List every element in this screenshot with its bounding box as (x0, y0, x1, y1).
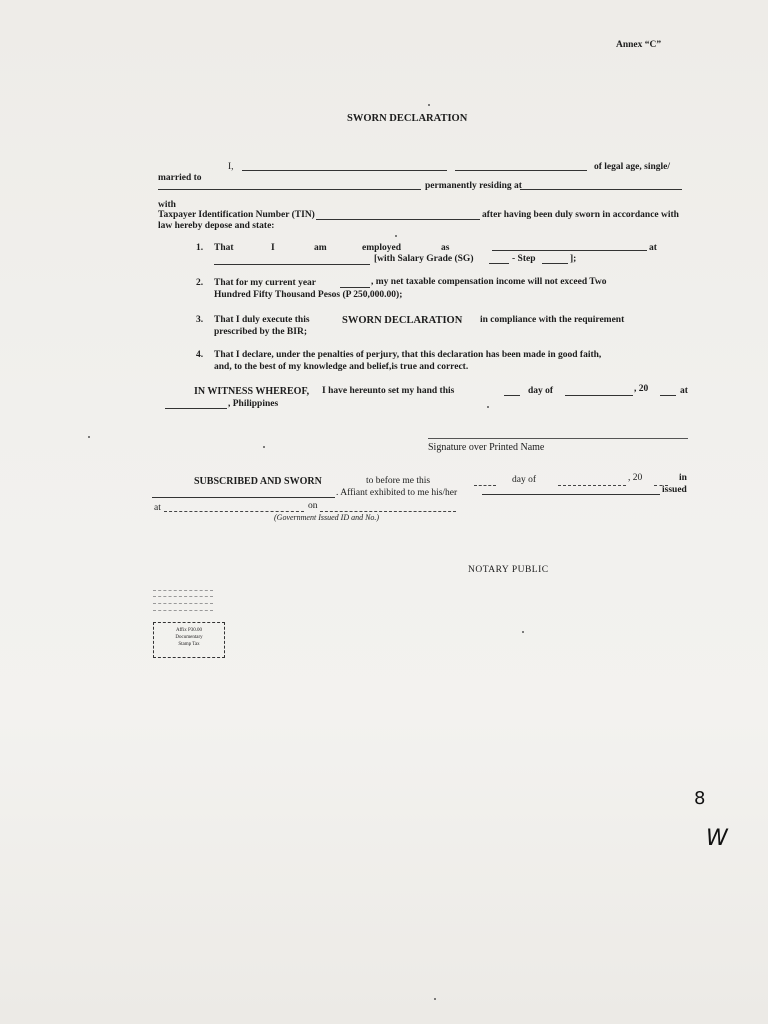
ink-speck (487, 406, 489, 408)
witness-at: at (680, 386, 688, 396)
witness-day-line (504, 395, 520, 396)
notary-public-label: NOTARY PUBLIC (468, 565, 549, 575)
legal-age-text: of legal age, single/ (594, 162, 670, 172)
step-line (542, 263, 568, 264)
age-line (455, 170, 587, 171)
subscribed-year: , 20 (628, 473, 643, 483)
item-text: That I duly execute this (214, 315, 310, 325)
sg-line (489, 263, 509, 264)
subscribed-in: in (679, 473, 687, 483)
intro-i: I, (228, 162, 234, 172)
witness-lead: IN WITNESS WHEREOF, (194, 386, 310, 397)
gov-id-caption: (Government Issued ID and No.) (274, 513, 380, 522)
depose-text: law hereby depose and state: (158, 221, 275, 231)
subscribed-day-line (474, 485, 496, 486)
office-line (214, 264, 370, 265)
signature-line (428, 438, 688, 439)
item-text: SWORN DECLARATION (342, 315, 463, 326)
witness-month-line (565, 395, 633, 396)
item-text: employed (362, 243, 402, 253)
tin-line (316, 219, 480, 220)
item-text: at (649, 243, 657, 253)
item-text: That I declare, under the penalties of perjury, that this declaration has been made in good faith, (214, 350, 602, 360)
ink-speck (434, 998, 436, 1000)
at-text: at (154, 503, 161, 513)
handwritten-mark: 8 (694, 788, 706, 809)
series-line (153, 610, 213, 611)
witness-text: I have hereunto set my hand this (322, 386, 455, 396)
year-line (340, 287, 370, 288)
subscribed-place-line (152, 497, 335, 498)
item-4-line2: and, to the best of my knowledge and belief,is true and correct. (214, 362, 469, 372)
witness-place-line (165, 408, 227, 409)
ink-speck (88, 436, 90, 438)
position-line (492, 250, 647, 251)
document-title: SWORN DECLARATION (347, 113, 468, 124)
doc-no-line (153, 590, 213, 591)
name-line (242, 170, 447, 171)
item-2-line2: Hundred Fifty Thousand Pesos (P 250,000.00); (214, 290, 403, 300)
item-number: 2. (196, 278, 204, 288)
spouse-line (158, 189, 421, 190)
item-text: in compliance with the requirement (480, 315, 625, 325)
subscribed-lead: SUBSCRIBED AND SWORN (194, 476, 322, 487)
issued-date-line (320, 511, 456, 512)
witness-day-of: day of (528, 386, 554, 396)
documentary-stamp-box (153, 622, 225, 658)
witness-philippines: , Philippines (228, 399, 279, 409)
signature-label: Signature over Printed Name (428, 442, 545, 453)
step-close-text: ]; (570, 254, 577, 264)
subscribed-text: to before me this (366, 476, 431, 486)
ink-speck (395, 235, 397, 237)
ink-speck (522, 631, 524, 633)
item-text: as (441, 243, 450, 253)
annex-label: Annex “C” (616, 40, 662, 50)
on-text: on (308, 501, 318, 511)
item-number: 3. (196, 315, 204, 325)
with-text: with (158, 200, 176, 210)
book-no-line (153, 603, 213, 604)
item-text: That (214, 243, 234, 253)
item-text: am (314, 243, 327, 253)
item-text: I (271, 243, 275, 253)
subscribed-month-line (558, 485, 626, 486)
affiant-text: . Affiant exhibited to me his/her (336, 488, 458, 498)
salary-grade-text: [with Salary Grade (SG) (374, 254, 474, 264)
subscribed-day-of: day of (512, 475, 537, 485)
ink-speck (428, 104, 430, 106)
item-number: 4. (196, 350, 204, 360)
issued-place-line (164, 511, 304, 512)
page-no-line (153, 596, 213, 597)
residing-text: permanently residing at (425, 181, 522, 191)
witness-year: , 20 (634, 384, 649, 394)
item-3-line2: prescribed by the BIR; (214, 327, 307, 337)
item-number: 1. (196, 243, 204, 253)
item-2-continued: , my net taxable compensation income will not exceed Two (371, 277, 607, 287)
step-text: - Step (512, 254, 536, 264)
issued-text: issued (662, 485, 687, 495)
id-line (482, 494, 660, 495)
stamp-line: Documentary (175, 635, 203, 640)
married-text: married to (158, 173, 202, 183)
address-line (520, 189, 682, 190)
after-sworn-text: after having been duly sworn in accordance with (482, 210, 679, 220)
witness-year-line (660, 395, 676, 396)
tin-text: Taxpayer Identification Number (TIN) (158, 210, 315, 220)
ink-speck (263, 446, 265, 448)
item-text: That for my current year (214, 278, 317, 288)
stamp-line: Stamp Tax (178, 642, 200, 647)
handwritten-initial: W (706, 826, 728, 851)
stamp-line: Affix P30.00 (175, 628, 203, 633)
